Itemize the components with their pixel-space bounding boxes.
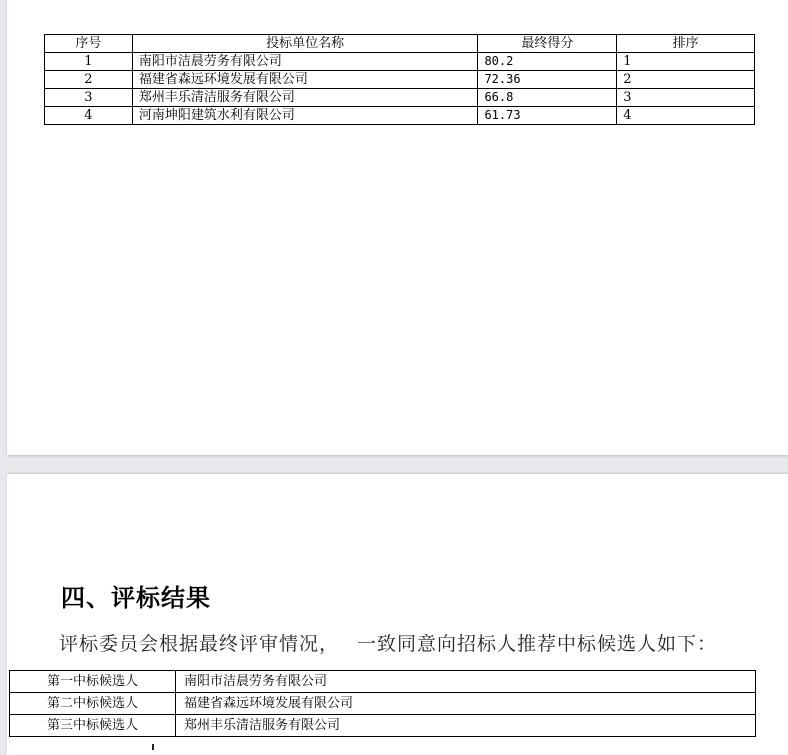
header-bidder-name: 投标单位名称: [132, 35, 478, 53]
row-index: 1: [45, 53, 133, 71]
intro-text-part1: 评标委员会根据最终评审情况，: [59, 633, 340, 655]
header-index: 序号: [45, 35, 133, 53]
candidate-row: [10, 715, 756, 737]
score-table: [44, 34, 755, 125]
row-bidder-name: 郑州丰乐清洁服务有限公司: [132, 89, 478, 107]
candidate-company: 郑州丰乐清洁服务有限公司: [176, 715, 756, 737]
row-rank: 3: [617, 89, 755, 107]
candidate-table: [9, 670, 756, 737]
row-index: 3: [45, 89, 133, 107]
section-heading: 四、评标结果: [61, 584, 211, 612]
row-score: 80.2: [478, 53, 617, 71]
text-cursor: [152, 744, 154, 750]
document-page-2: [7, 474, 788, 755]
row-rank: 4: [617, 107, 755, 125]
table-row: [45, 71, 755, 89]
table-row: [45, 89, 755, 107]
candidate-company: 福建省森远环境发展有限公司: [176, 693, 756, 715]
candidate-label: 第二中标候选人: [10, 693, 176, 715]
row-bidder-name: 福建省森远环境发展有限公司: [132, 71, 478, 89]
header-final-score: 最终得分: [478, 35, 617, 53]
intro-text-part2: 一致同意向招标人推荐中标候选人如下：: [357, 633, 718, 655]
row-score: 66.8: [478, 89, 617, 107]
row-bidder-name: 南阳市洁晨劳务有限公司: [132, 53, 478, 71]
row-score: 72.36: [478, 71, 617, 89]
table-row: [45, 53, 755, 71]
row-bidder-name: 河南坤阳建筑水利有限公司: [132, 107, 478, 125]
row-rank: 1: [617, 53, 755, 71]
row-rank: 2: [617, 71, 755, 89]
table-row: [45, 107, 755, 125]
header-rank: 排序: [617, 35, 755, 53]
row-index: 4: [45, 107, 133, 125]
candidate-company: 南阳市洁晨劳务有限公司: [176, 671, 756, 693]
candidate-label: 第三中标候选人: [10, 715, 176, 737]
row-score: 61.73: [478, 107, 617, 125]
candidate-row: [10, 693, 756, 715]
candidate-label: 第一中标候选人: [10, 671, 176, 693]
document-page-1: [7, 0, 788, 455]
row-index: 2: [45, 71, 133, 89]
intro-paragraph: [59, 629, 717, 656]
table-header-row: [45, 35, 755, 53]
candidate-row: [10, 671, 756, 693]
